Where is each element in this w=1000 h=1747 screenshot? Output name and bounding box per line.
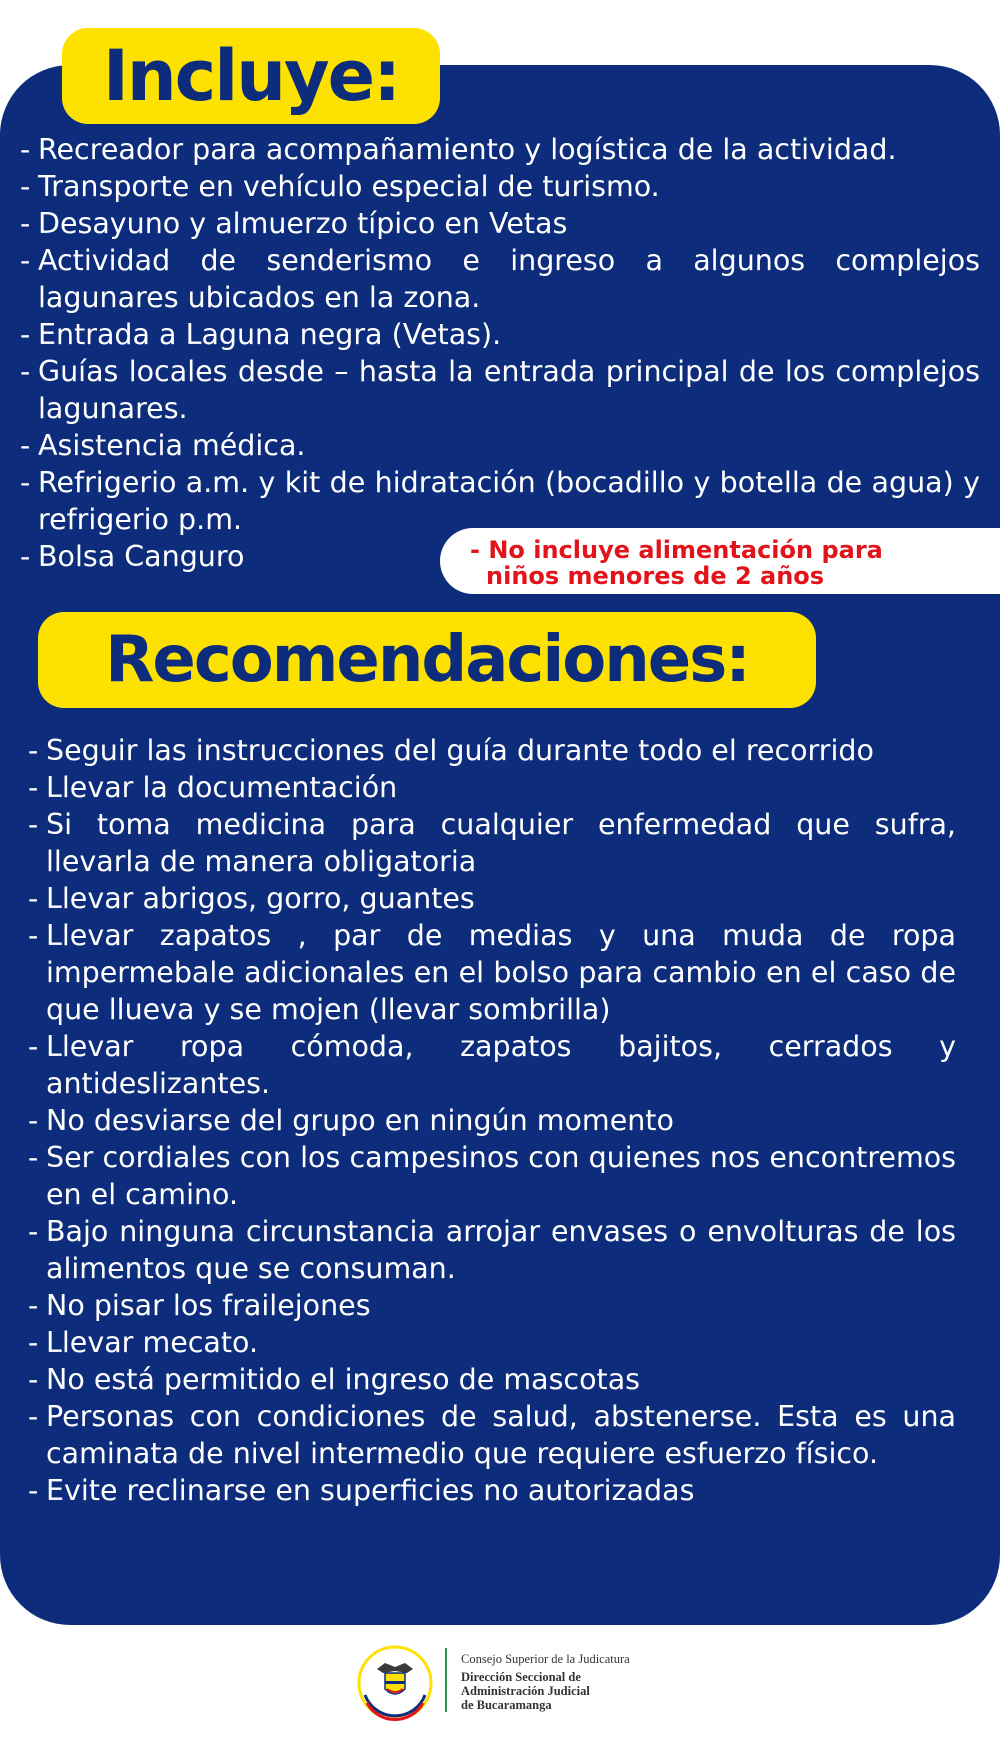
- list-item: - Actividad de senderismo e ingreso a algunos complejos lagunares ubicados en la zona.: [20, 242, 980, 316]
- list-item: - Bajo ninguna circunstancia arrojar envases o envolturas de los alimentos que se consuman.: [28, 1213, 956, 1287]
- footer-text: [461, 1652, 681, 1712]
- list-item: - Llevar abrigos, gorro, guantes: [28, 880, 956, 917]
- list-item: - Llevar mecato.: [28, 1324, 956, 1361]
- child-food-note: [440, 528, 1000, 594]
- footer-line-3: Administración Judicial: [461, 1684, 590, 1698]
- footer-line-2: Dirección Seccional de: [461, 1670, 581, 1684]
- list-item: - Llevar ropa cómoda, zapatos bajitos, cerrados y antideslizantes.: [28, 1028, 956, 1102]
- list-item: - Asistencia médica.: [20, 427, 980, 464]
- recomendaciones-title: Recomendaciones:: [38, 612, 816, 708]
- list-item: - No pisar los frailejones: [28, 1287, 956, 1324]
- incluye-title: Incluye:: [62, 28, 440, 124]
- list-item: - Transporte en vehículo especial de turismo.: [20, 168, 980, 205]
- list-item: - Evite reclinarse en superficies no autorizadas: [28, 1472, 956, 1509]
- list-item: - No está permitido el ingreso de mascotas: [28, 1361, 956, 1398]
- list-item: - Recreador para acompañamiento y logística de la actividad.: [20, 131, 980, 168]
- list-item: - No desviarse del grupo en ningún momento: [28, 1102, 956, 1139]
- incluye-list: [20, 131, 980, 575]
- colombia-coat-of-arms-icon: [357, 1645, 433, 1721]
- list-item: - Ser cordiales con los campesinos con quienes nos encontremos en el camino.: [28, 1139, 956, 1213]
- list-item: - Llevar la documentación: [28, 769, 956, 806]
- list-item: - Bolsa Canguro: [20, 538, 980, 575]
- list-item: - Seguir las instrucciones del guía durante todo el recorrido: [28, 732, 956, 769]
- list-item: - Si toma medicina para cualquier enfermedad que sufra, llevarla de manera obligatoria: [28, 806, 956, 880]
- list-item: - Personas con condiciones de salud, abstenerse. Esta es una caminata de nivel intermedio que requiere esfuerzo físico.: [28, 1398, 956, 1472]
- note-line-1: - No incluye alimentación para: [470, 536, 883, 564]
- footer-line-4: de Bucaramanga: [461, 1698, 552, 1712]
- list-item: - Llevar zapatos , par de medias y una muda de ropa impermebale adicionales en el bolso para cambio en el caso de que llueva y se mojen (llevar sombrilla): [28, 917, 956, 1028]
- divider: [445, 1648, 447, 1712]
- list-item: - Entrada a Laguna negra (Vetas).: [20, 316, 980, 353]
- list-item: - Desayuno y almuerzo típico en Vetas: [20, 205, 980, 242]
- footer-logo: [357, 1640, 657, 1720]
- list-item: - Guías locales desde – hasta la entrada principal de los complejos lagunares.: [20, 353, 980, 427]
- recomendaciones-list: [28, 732, 956, 1509]
- list-item: - Refrigerio a.m. y kit de hidratación (bocadillo y botella de agua) y refrigerio p.m.: [20, 464, 980, 538]
- note-line-2: niños menores de 2 años: [486, 562, 825, 590]
- footer-line-1: Consejo Superior de la Judicatura: [461, 1652, 630, 1666]
